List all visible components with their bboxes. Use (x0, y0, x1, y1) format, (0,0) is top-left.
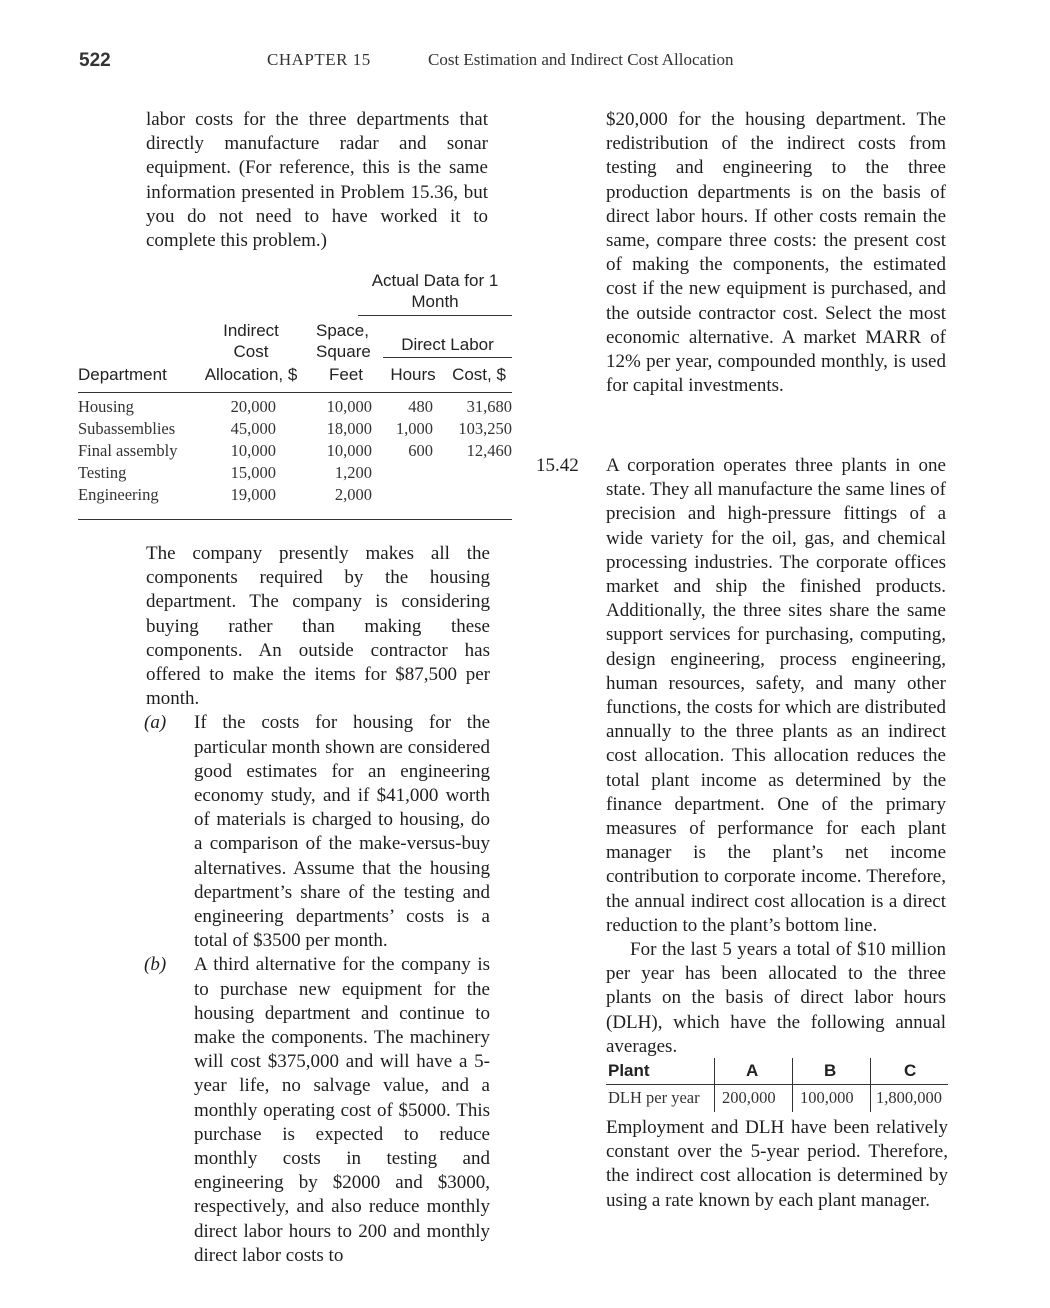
cell-dept: Testing (78, 463, 127, 482)
plant-dlh-table (606, 1058, 948, 1113)
cell-space: 10,000 (326, 441, 372, 460)
chapter-title: Cost Estimation and Indirect Cost Allocation (428, 50, 734, 69)
cell-alloc: 20,000 (230, 397, 276, 416)
cell-cost: 31,680 (466, 397, 512, 416)
dlh-value-b: 100,000 (800, 1088, 854, 1107)
header-allocation: Allocation, $ (204, 365, 298, 384)
cell-alloc: 10,000 (230, 441, 276, 460)
table-bottom-rule (78, 519, 512, 520)
header-hours: Hours (390, 365, 436, 384)
plant-c-header: C (904, 1061, 917, 1080)
cell-space: 10,000 (326, 397, 372, 416)
table-row (78, 463, 512, 485)
dlh-value-c: 1,800,000 (876, 1088, 942, 1107)
header-feet: Feet (328, 365, 364, 384)
header-indirect-line1: Indirect (223, 321, 279, 340)
table-row (78, 419, 512, 441)
running-header (0, 48, 1050, 78)
cell-alloc: 15,000 (230, 463, 276, 482)
plant-b-header: B (824, 1061, 837, 1080)
header-department: Department (78, 365, 167, 384)
problem-15-42 (606, 454, 946, 1059)
table-row (78, 485, 512, 507)
cell-dept: Housing (78, 397, 134, 416)
cell-space: 2,000 (334, 485, 372, 504)
cell-hours: 600 (408, 441, 433, 460)
table-header (78, 268, 512, 392)
cell-cost: 103,250 (458, 419, 512, 438)
dlh-row-label: DLH per year (608, 1088, 700, 1107)
cell-dept: Final assembly (78, 441, 178, 460)
make-vs-buy-paragraph: The company presently makes all the components required by the housing department. The company is considering buying rather than making these components. An outside contractor has offered to make the items for $87,500 per month. (146, 543, 490, 710)
cell-hours: 480 (408, 397, 433, 416)
cell-cost: 12,460 (466, 441, 512, 460)
chapter-label: CHAPTER 15 (267, 50, 371, 69)
cell-hours: 1,000 (395, 419, 433, 438)
cell-alloc: 19,000 (230, 485, 276, 504)
intro-paragraph: labor costs for the three departments that directly manufacture radar and sonar equipment. (For reference, this is the same information presented in Problem 15.36, but you do not need to have worked it to complete this problem.) (146, 109, 488, 252)
cell-space: 18,000 (326, 419, 372, 438)
cell-dept: Subassemblies (78, 419, 176, 438)
header-space (316, 320, 376, 362)
problem-paragraph-2: For the last 5 years a total of $10 million per year has been allocated to the three plants on the basis of direct labor hours (DLH), which have the following annual averages. (606, 939, 946, 1057)
cell-space: 1,200 (334, 463, 372, 482)
header-space-line2: Square (316, 342, 371, 361)
page-number: 522 (79, 50, 111, 71)
continuation-paragraph: $20,000 for the housing department. The redistribution of the indirect costs from testing and engineering to the three production departments is on the basis of direct labor hours. If other costs remain the same, compare three costs: the present cost of making the components, the estimated cost if the new equipment is purchased, and the outside contractor cost. Select the most economic alternative. A market MARR of 12% per year, compounded monthly, is used for capital investments. (606, 109, 946, 397)
item-b-marker: (b) (144, 954, 167, 976)
header-indirect-line2: Cost (233, 342, 269, 361)
header-direct-labor: Direct Labor (383, 334, 512, 358)
item-a (146, 711, 490, 953)
plant-table-header (606, 1058, 948, 1085)
department-table (78, 268, 512, 507)
right-column-top (606, 108, 946, 398)
cell-dept: Engineering (78, 485, 159, 504)
left-column-bottom (146, 542, 490, 1268)
header-indirect (196, 320, 306, 362)
problem-paragraph: A corporation operates three plants in one state. They all manufacture the same lines of precision and high-pressure fittings of a wide variety for the oil, gas, and chemical processing industries. The corporate offices market and ship the finished products. Additionally, the three sites share the same support services for purchasing, computing, design engineering, process engineering, human resources, safety, and many other functions, the costs for which are distributed annually to the three plants as an indirect cost allocation. This allocation reduces the total plant income as determined by the finance department. One of the primary measures of performance for each plant manager is the plant’s net income contribution to corporate income. Therefore, the annual indirect cost allocation is a direct reduction to the plant’s bottom line. (606, 455, 946, 936)
cell-alloc: 45,000 (230, 419, 276, 438)
item-a-text: If the costs for housing for the particular month shown are considered good estimates for an engineering economy study, and if $41,000 worth of materials is charged to housing, do a comparison of the make-versus-buy alternatives. Assume that the housing department’s share of the testing and engineering departments’ costs is a total of $3500 per month. (194, 712, 490, 952)
problem-number: 15.42 (536, 455, 579, 476)
left-column-top (146, 108, 488, 253)
header-cost: Cost, $ (452, 365, 506, 384)
plant-header-label: Plant (608, 1061, 650, 1080)
plant-a-header: A (746, 1061, 759, 1080)
table-body (78, 397, 512, 507)
plant-table-row (606, 1085, 948, 1113)
item-a-marker: (a) (144, 712, 167, 734)
item-b (146, 953, 490, 1268)
closing-paragraph: Employment and DLH have been relatively constant over the 5-year period. Therefore, the indirect cost allocation is determined by using a rate known by each plant manager. (606, 1117, 948, 1211)
table-row (78, 397, 512, 419)
table-header-rule (78, 392, 512, 393)
dlh-value-a: 200,000 (722, 1088, 776, 1107)
group-header-actual-data: Actual Data for 1 Month (358, 270, 512, 316)
right-column-bottom (606, 1116, 948, 1213)
header-space-line1: Space, (316, 321, 369, 340)
item-b-text: A third alternative for the company is to purchase new equipment for the housing department and continue to make the components. The machinery will cost $375,000 and will have a 5-year life, no salvage value, and a monthly operating cost of $5000. This purchase is expected to reduce monthly costs in testing and engineering by $2000 and $3000, respectively, and also reduce monthly direct labor hours to 200 and monthly direct labor costs to (194, 954, 490, 1266)
table-row (78, 441, 512, 463)
